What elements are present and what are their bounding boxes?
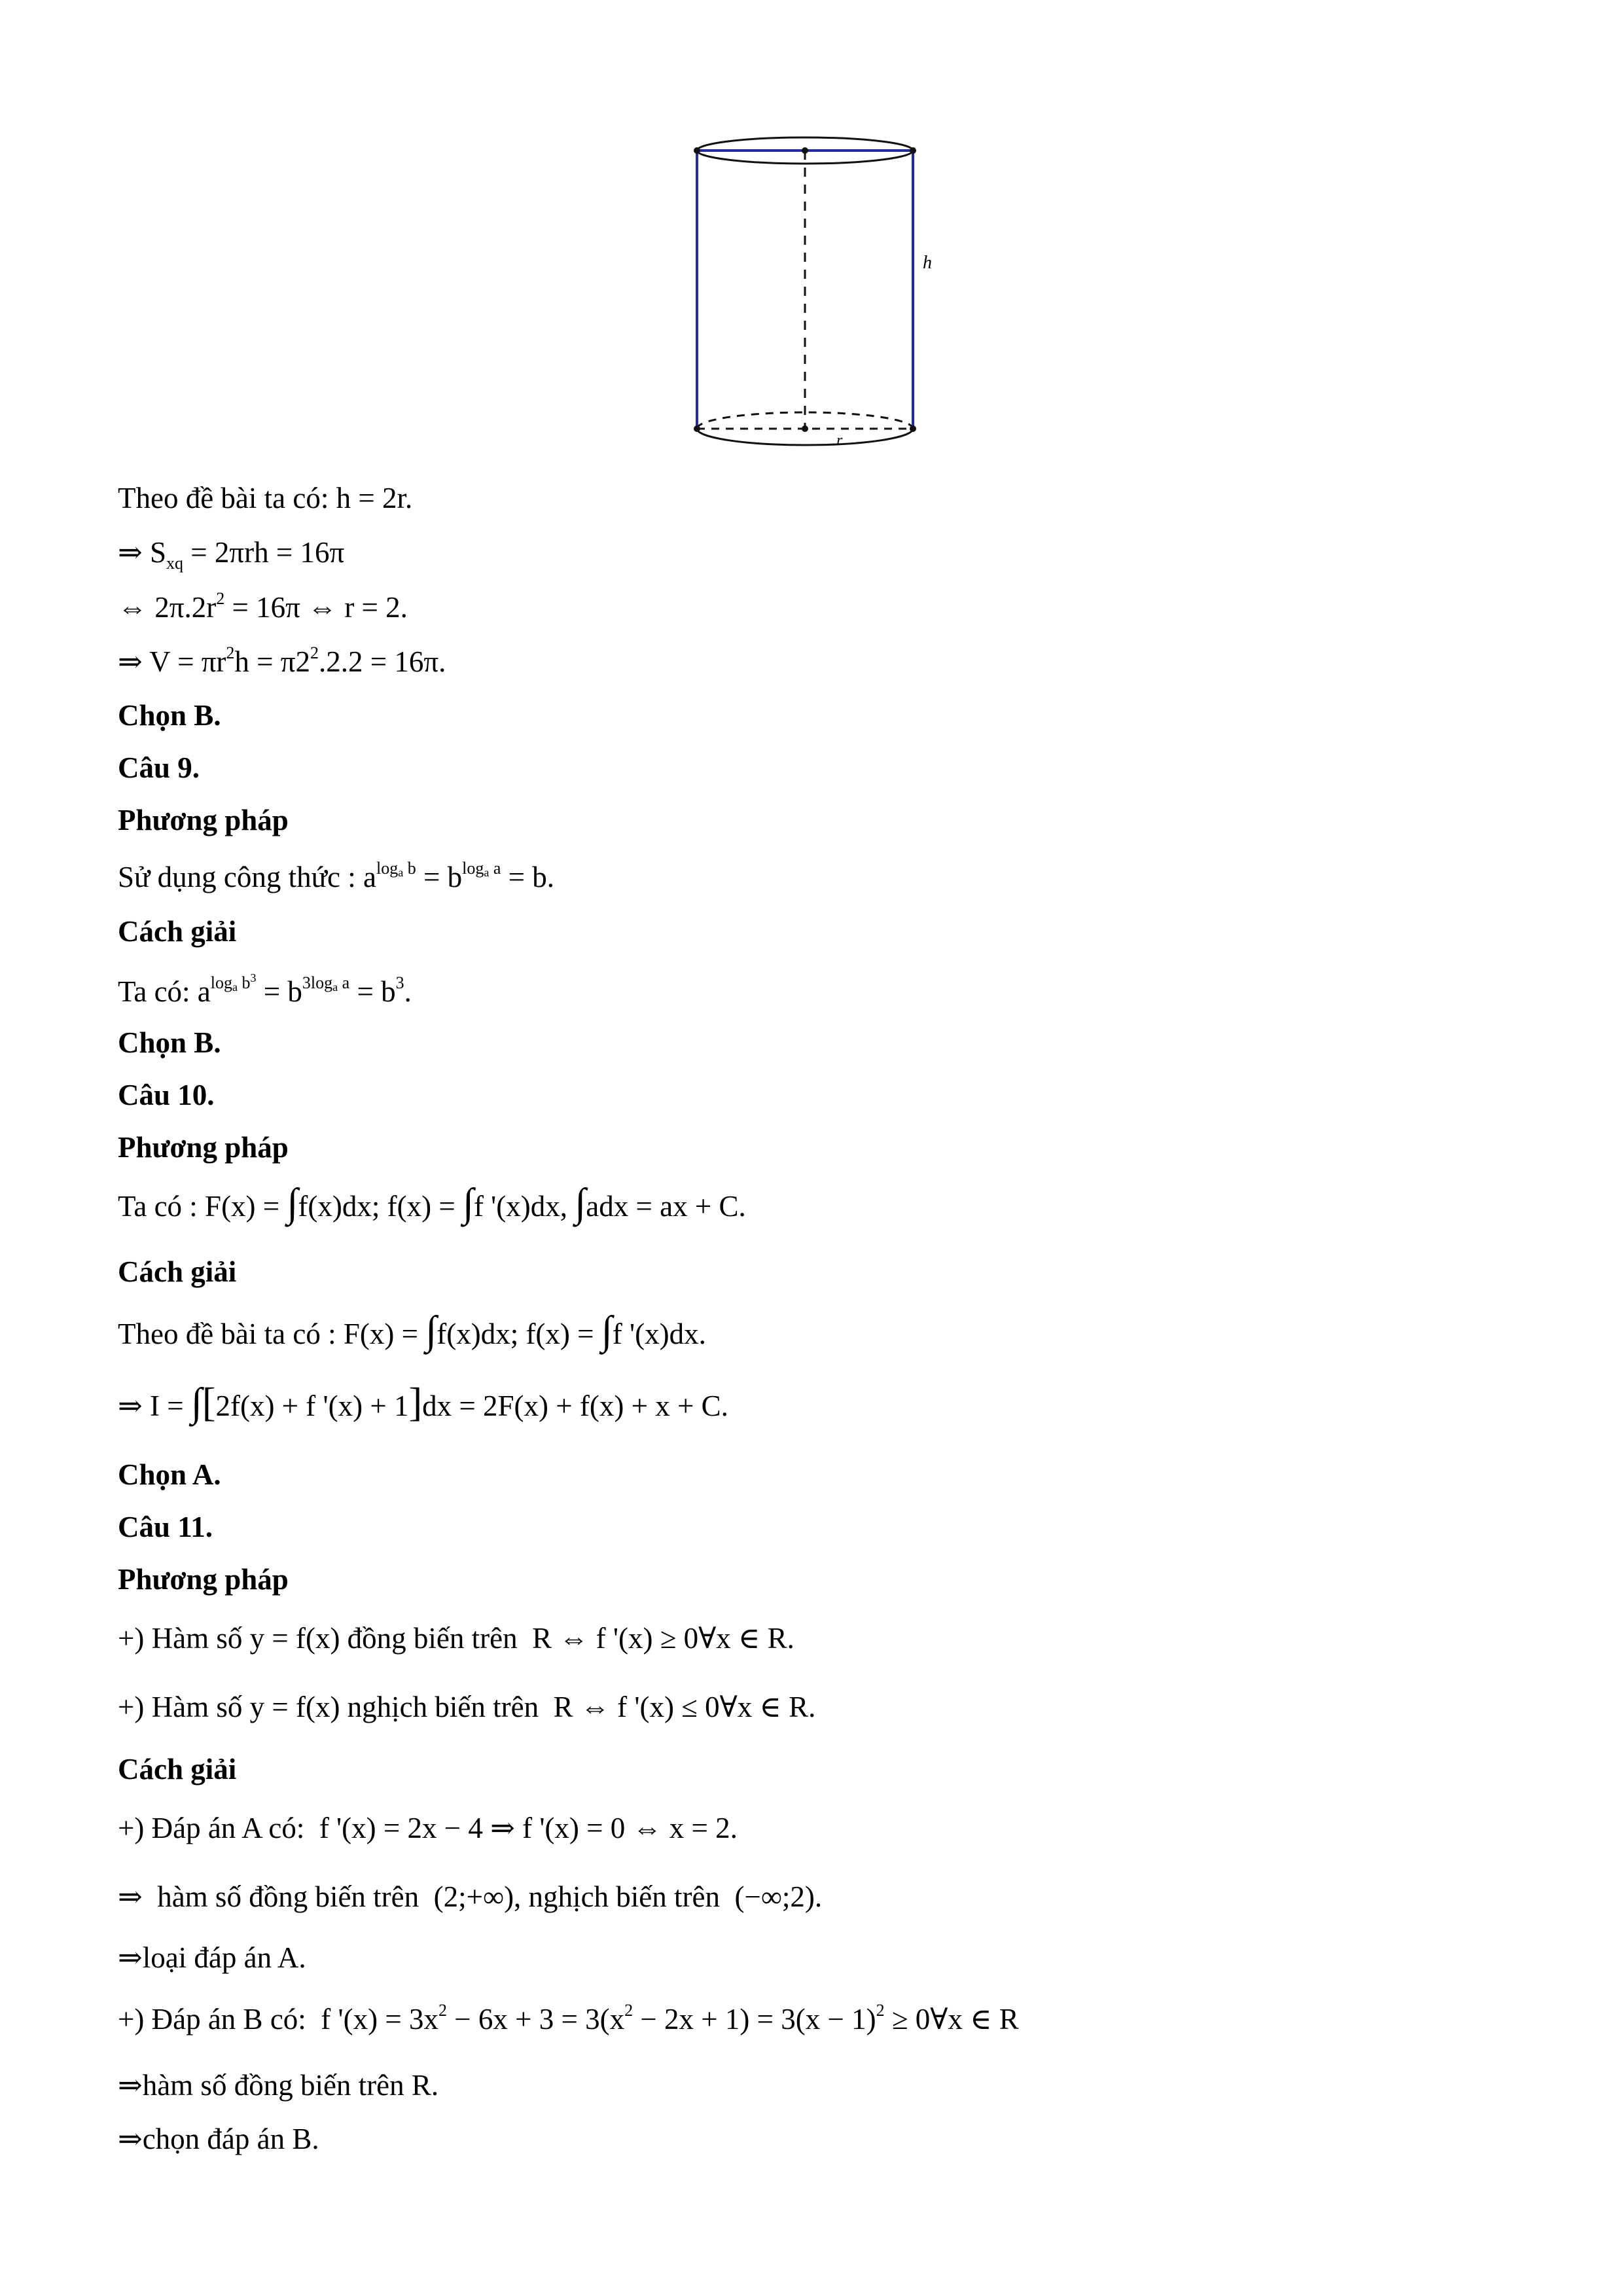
formula-line-21: +) Hàm số y = f(x) đồng biến trên R ⇔ f '(x) ≥ 0∀x ∈ R. <box>118 1622 794 1655</box>
text-line-1: Theo đề bài ta có: h = 2r. <box>118 482 413 514</box>
top-right-point <box>910 147 916 154</box>
question-heading-10: Câu 10. <box>118 1079 215 1111</box>
formula-line-22: +) Hàm số y = f(x) nghịch biến trên R ⇔ f '(x) ≤ 0∀x ∈ R. <box>118 1691 816 1723</box>
formula-line-14: Ta có : F(x) = ∫f(x)dx; f(x) = ∫f '(x)dx, ∫adx = ax + C. <box>118 1181 746 1225</box>
bottom-center-point <box>802 425 808 432</box>
answer-heading-2: Chọn B. <box>118 1026 221 1059</box>
formula-line-27: +) Đáp án B có: f '$(x) = 3x^2 - 6x + 3 = 3(x^2 - 2x + 1) = 3(x - 1)^2$ ≥ 0∀x ∈ R <box>118 2001 1019 2036</box>
method-heading-2: Phương pháp <box>118 1131 289 1164</box>
cylinder-figure <box>674 98 949 465</box>
question-heading-11: Câu 11. <box>118 1511 213 1543</box>
top-left-point <box>694 147 700 154</box>
bottom-right-point <box>910 425 916 432</box>
label-r: r <box>836 432 843 449</box>
formula-line-10: Ta có: $a^{log_a b^3} = b^{3log_a a} = b^3$. <box>118 971 412 1008</box>
formula-line-4: ⇒ $V = \pi r^2h = \pi 2^2.2.2 = 16\pi$. <box>118 643 446 678</box>
formula-line-25: ⇒ hàm số đồng biến trên (2;+∞), nghịch biến trên (−∞;2). <box>118 1880 823 1913</box>
formula-line-24: +) Đáp án A có: f '(x) = 2x − 4 ⇒ f '(x) = 0 ⇔ x = 2. <box>118 1812 738 1844</box>
answer-heading-3: Chọn A. <box>118 1458 221 1491</box>
label-h: h <box>923 253 932 273</box>
method-heading-1: Phương pháp <box>118 804 289 836</box>
formula-line-3: ⇔ $2\pi.2r^2 = 16\pi$ ⇔ r = 2. <box>118 589 408 624</box>
answer-heading-1: Chọn B. <box>118 699 221 732</box>
solution-heading-3: Cách giải <box>118 1753 237 1785</box>
text-line-28: ⇒hàm số đồng biến trên R. <box>118 2069 439 2102</box>
formula-line-17: ⇒ I = ∫[2f(x) + f '(x) + 1]dx = 2F(x) + f(x) + x + C. <box>118 1380 728 1425</box>
method-heading-3: Phương pháp <box>118 1563 289 1596</box>
solution-heading-1: Cách giải <box>118 915 237 948</box>
bottom-left-point <box>694 425 700 432</box>
formula-line-2: ⇒ $S_{xq} = 2\pi rh = 16\pi$ <box>118 536 345 573</box>
text-line-26: ⇒loại đáp án A. <box>118 1941 306 1974</box>
top-center-point <box>802 147 808 154</box>
question-heading-9: Câu 9. <box>118 751 200 784</box>
formula-line-16: Theo đề bài ta có : F(x) = ∫f(x)dx; f(x) = ∫f '(x)dx. <box>118 1308 706 1353</box>
formula-line-8: Sử dụng công thức : $a^{log_a b} = b^{log_a a} = b$. <box>118 859 555 893</box>
text-line-29: ⇒chọn đáp án B. <box>118 2123 319 2155</box>
solution-heading-2: Cách giải <box>118 1255 237 1288</box>
